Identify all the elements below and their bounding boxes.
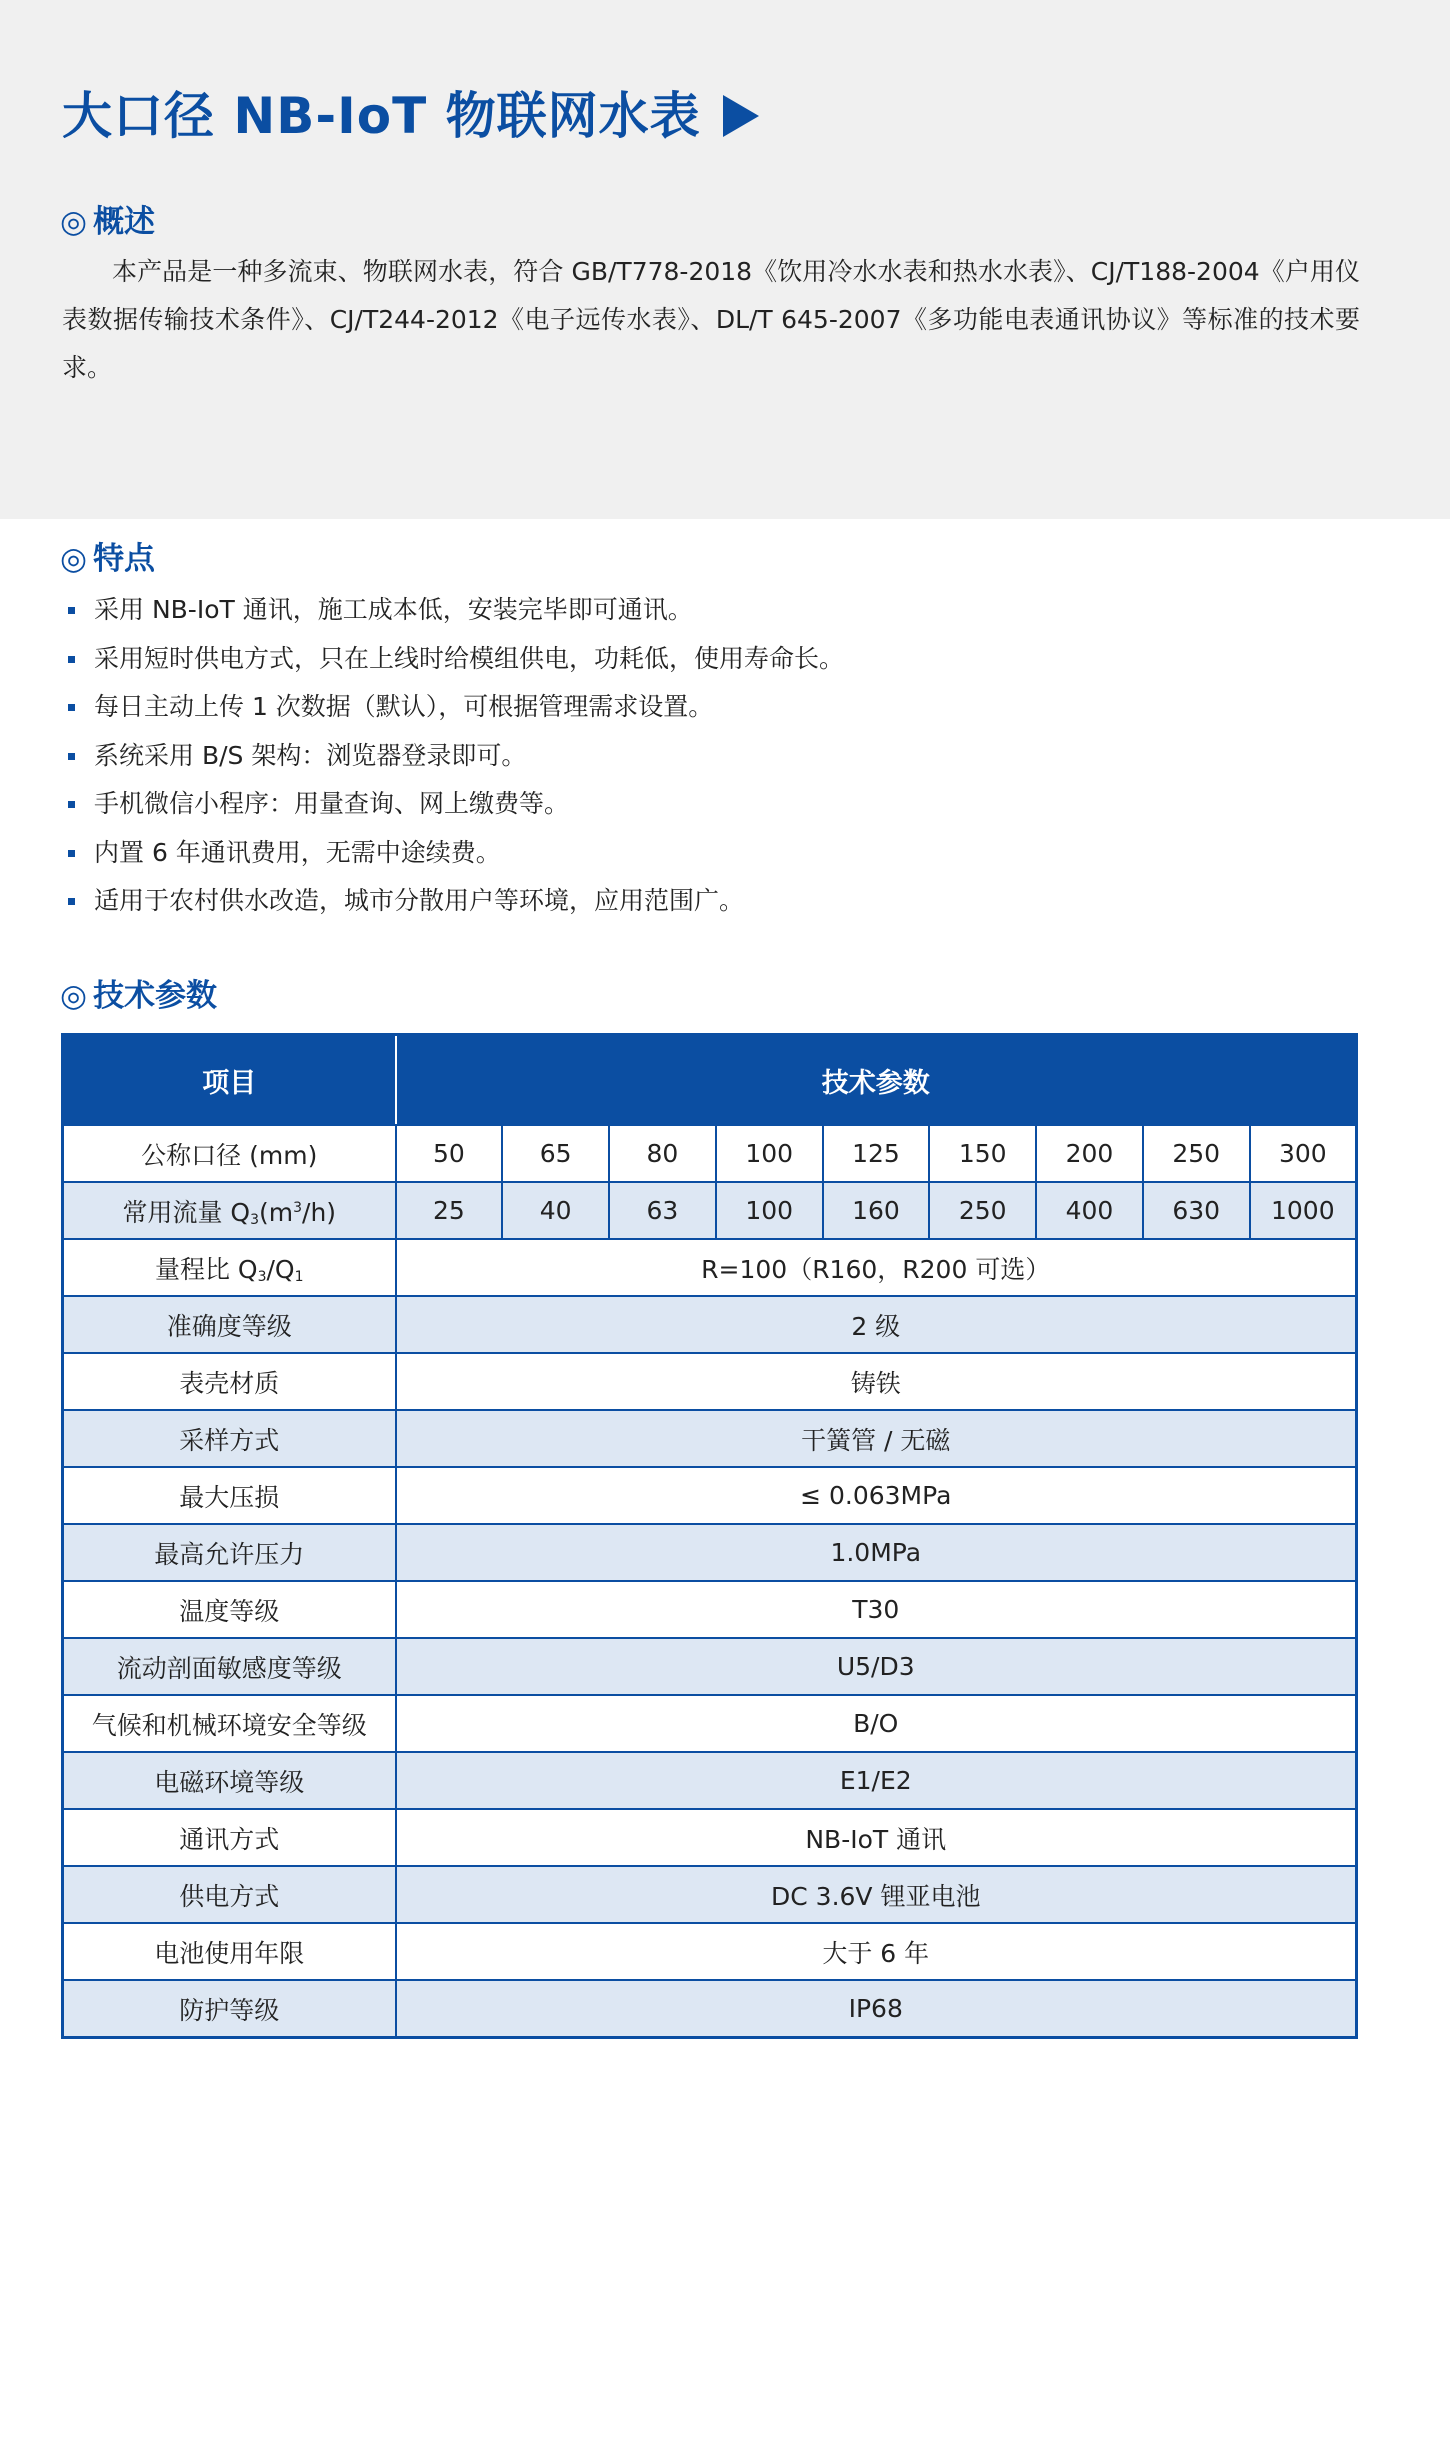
feature-item [64,877,844,926]
row-label: 电池使用年限 [63,1923,396,1980]
caliber-value: 200 [1036,1125,1143,1182]
row-label: 公称口径 (mm) [63,1125,396,1182]
caliber-value: 100 [716,1125,823,1182]
spec-row [63,1923,1357,1980]
page-title-text: 大口径 NB-IoT 物联网水表 [62,87,701,145]
ratio-label-sub: 3 [257,1268,267,1285]
row-label: 流动剖面敏感度等级 [63,1638,396,1695]
square-bullet-icon [68,656,75,663]
flow-value: 25 [396,1182,503,1239]
caliber-value: 125 [823,1125,930,1182]
feature-item [64,635,844,684]
ratio-row [63,1239,1357,1296]
row-label: 最大压损 [63,1467,396,1524]
row-value: 2 级 [396,1296,1357,1353]
feature-item [64,780,844,829]
flow-value: 100 [716,1182,823,1239]
feature-text: 系统采用 B/S 架构：浏览器登录即可。 [94,740,527,770]
spec-row [63,1695,1357,1752]
square-bullet-icon [68,801,75,808]
feature-text: 手机微信小程序：用量查询、网上缴费等。 [94,789,570,818]
spec-table [61,1033,1358,2039]
overview-text: 本产品是一种多流束、物联网水表，符合 GB/T778-2018《饮用冷水水表和热水水表》、CJ/T188-2004《户用仪表数据传输技术条件》、CJ/T244-2012《电子远传水表》、DL/T 645-2007《多功能电表通讯协议》等标准的技术要求。 [62,257,1360,382]
spec-row [63,1410,1357,1467]
feature-text: 内置 6 年通讯费用，无需中途续费。 [94,837,501,867]
flow-value: 160 [823,1182,930,1239]
spec-row [63,1866,1357,1923]
square-bullet-icon [68,850,75,857]
row-value: E1/E2 [396,1752,1357,1809]
row-label: 表壳材质 [63,1353,396,1410]
features-heading [60,533,155,578]
ratio-label-slash: /Q [266,1254,295,1284]
square-bullet-icon [68,753,75,760]
spec-row [63,1638,1357,1695]
double-circle-icon: ◎ [60,541,88,577]
specs-heading [60,970,217,1015]
feature-text: 每日主动上传 1 次数据（默认），可根据管理需求设置。 [94,692,714,721]
caliber-value: 300 [1250,1125,1357,1182]
page-title [62,76,759,148]
flow-label-main: 常用流量 Q [122,1197,251,1227]
row-label: 气候和机械环境安全等级 [63,1695,396,1752]
feature-text: 采用 NB-IoT 通讯，施工成本低，安装完毕即可通讯。 [94,595,693,624]
square-bullet-icon [68,704,75,711]
spec-row [63,1296,1357,1353]
caliber-value: 50 [396,1125,503,1182]
flow-label-sub: 3 [250,1211,259,1228]
flow-label-mid: (m [258,1197,294,1227]
feature-item [64,683,844,732]
header-param: 技术参数 [396,1035,1357,1126]
row-label: 采样方式 [63,1410,396,1467]
overview-heading [60,196,155,241]
row-value: B/O [396,1695,1357,1752]
row-value: 1.0MPa [396,1524,1357,1581]
flow-value: 63 [609,1182,716,1239]
caliber-value: 65 [502,1125,609,1182]
row-value: U5/D3 [396,1638,1357,1695]
flow-row [63,1182,1357,1239]
double-circle-icon: ◎ [60,204,88,240]
caliber-value: 250 [1143,1125,1250,1182]
row-value: NB-IoT 通讯 [396,1809,1357,1866]
features-heading-text: 特点 [93,541,156,577]
flow-value: 400 [1036,1182,1143,1239]
row-value: T30 [396,1581,1357,1638]
spec-row [63,1809,1357,1866]
spec-row [63,1353,1357,1410]
feature-text: 采用短时供电方式，只在上线时给模组供电，功耗低，使用寿命长。 [94,643,845,673]
flow-value: 250 [929,1182,1036,1239]
row-value: R=100（R160，R200 可选） [396,1239,1357,1296]
spec-row [63,1980,1357,2038]
feature-item [64,829,844,878]
row-label: 供电方式 [63,1866,396,1923]
flow-value: 1000 [1250,1182,1357,1239]
row-value: DC 3.6V 锂亚电池 [396,1866,1357,1923]
play-triangle-icon [723,95,759,137]
spec-row [63,1524,1357,1581]
flow-value: 40 [502,1182,609,1239]
caliber-value: 150 [929,1125,1036,1182]
ratio-label-main: 量程比 Q [154,1254,258,1284]
specs-heading-text: 技术参数 [93,978,218,1014]
row-label: 温度等级 [63,1581,396,1638]
row-label: 准确度等级 [63,1296,396,1353]
square-bullet-icon [68,898,75,905]
caliber-row [63,1125,1357,1182]
row-value: 干簧管 / 无磁 [396,1410,1357,1467]
feature-item [64,732,844,781]
flow-label-end: /h) [302,1197,337,1227]
flow-value: 630 [1143,1182,1250,1239]
caliber-value: 80 [609,1125,716,1182]
row-value: ≤ 0.063MPa [396,1467,1357,1524]
row-value: IP68 [396,1980,1357,2038]
spec-header-row [63,1035,1357,1126]
feature-text: 适用于农村供水改造，城市分散用户等环境，应用范围广。 [94,886,745,915]
spec-row [63,1467,1357,1524]
row-value: 铸铁 [396,1353,1357,1410]
row-label: 防护等级 [63,1980,396,2038]
spec-row [63,1752,1357,1809]
row-label: 最高允许压力 [63,1524,396,1581]
row-label [63,1182,396,1239]
features-list [64,586,844,926]
flow-label-sup: 3 [293,1199,303,1216]
feature-item [64,586,844,635]
ratio-label-sub: 1 [294,1268,304,1285]
row-label: 通讯方式 [63,1809,396,1866]
header-item: 项目 [63,1035,396,1126]
row-label [63,1239,396,1296]
row-label: 电磁环境等级 [63,1752,396,1809]
square-bullet-icon [68,607,75,614]
double-circle-icon: ◎ [60,978,88,1014]
row-value: 大于 6 年 [396,1923,1357,1980]
spec-row [63,1581,1357,1638]
overview-heading-text: 概述 [93,204,156,240]
